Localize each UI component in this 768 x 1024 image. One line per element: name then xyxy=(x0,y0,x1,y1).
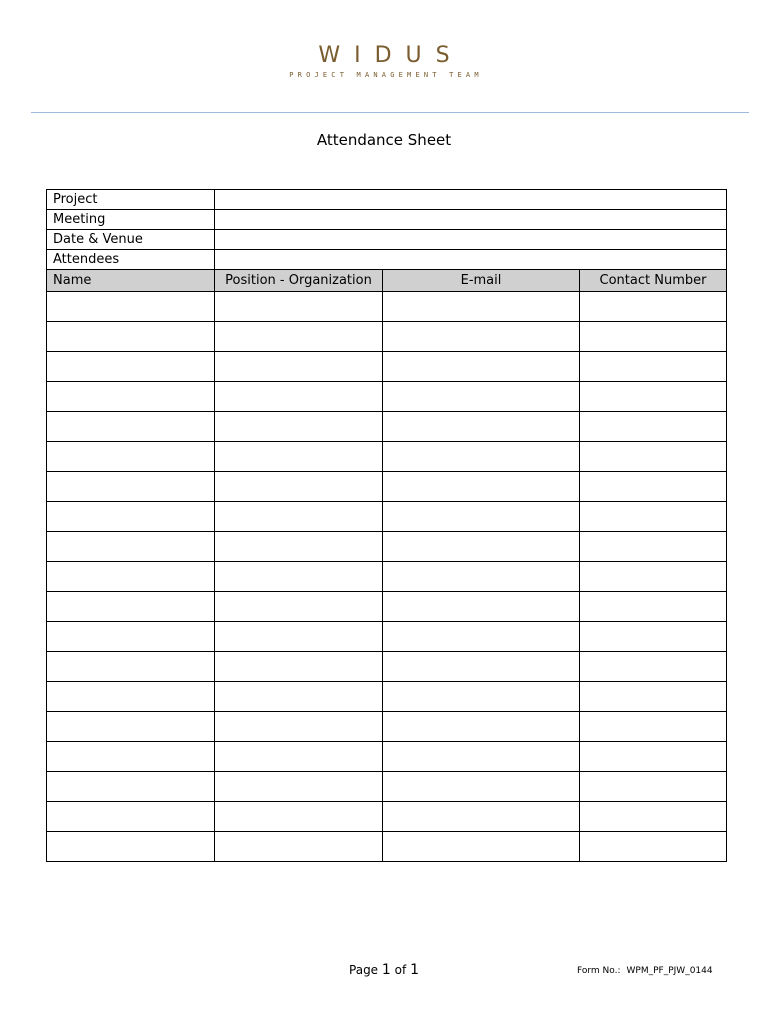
table-cell[interactable] xyxy=(47,532,215,562)
table-cell[interactable] xyxy=(47,322,215,352)
table-cell[interactable] xyxy=(47,562,215,592)
attendance-table xyxy=(46,189,727,862)
table-cell[interactable] xyxy=(215,772,383,802)
header-divider xyxy=(31,112,749,113)
logo-tagline: PROJECT MANAGEMENT TEAM xyxy=(289,71,483,79)
table-row xyxy=(47,652,727,682)
table-cell[interactable] xyxy=(580,682,727,712)
table-cell[interactable] xyxy=(215,472,383,502)
table-cell[interactable] xyxy=(383,622,580,652)
info-label: Meeting xyxy=(47,210,215,230)
table-cell[interactable] xyxy=(215,622,383,652)
table-cell[interactable] xyxy=(580,472,727,502)
info-value[interactable] xyxy=(215,210,727,230)
table-cell[interactable] xyxy=(215,742,383,772)
info-value[interactable] xyxy=(215,230,727,250)
table-cell[interactable] xyxy=(215,352,383,382)
table-row xyxy=(47,712,727,742)
table-cell[interactable] xyxy=(580,292,727,322)
table-cell[interactable] xyxy=(383,802,580,832)
table-row xyxy=(47,502,727,532)
page-prefix: Page xyxy=(349,963,379,977)
table-cell[interactable] xyxy=(383,532,580,562)
table-cell[interactable] xyxy=(215,442,383,472)
table-cell[interactable] xyxy=(580,502,727,532)
table-cell[interactable] xyxy=(215,532,383,562)
table-cell[interactable] xyxy=(383,712,580,742)
table-cell[interactable] xyxy=(47,832,215,862)
table-cell[interactable] xyxy=(383,472,580,502)
table-cell[interactable] xyxy=(47,622,215,652)
table-cell[interactable] xyxy=(215,592,383,622)
table-cell[interactable] xyxy=(383,292,580,322)
table-row xyxy=(47,352,727,382)
table-cell[interactable] xyxy=(580,442,727,472)
table-cell[interactable] xyxy=(47,652,215,682)
table-cell[interactable] xyxy=(383,442,580,472)
table-cell[interactable] xyxy=(47,442,215,472)
table-cell[interactable] xyxy=(47,802,215,832)
table-cell[interactable] xyxy=(47,772,215,802)
table-cell[interactable] xyxy=(47,592,215,622)
table-cell[interactable] xyxy=(383,412,580,442)
table-row xyxy=(47,442,727,472)
table-row xyxy=(47,562,727,592)
table-cell[interactable] xyxy=(383,352,580,382)
table-cell[interactable] xyxy=(383,742,580,772)
table-cell[interactable] xyxy=(383,502,580,532)
column-header-email: E-mail xyxy=(383,270,580,292)
info-row-date-venue xyxy=(47,230,727,250)
table-cell[interactable] xyxy=(580,652,727,682)
table-cell[interactable] xyxy=(383,682,580,712)
table-cell[interactable] xyxy=(215,322,383,352)
table-cell[interactable] xyxy=(215,682,383,712)
table-cell[interactable] xyxy=(215,382,383,412)
table-cell[interactable] xyxy=(580,412,727,442)
table-cell[interactable] xyxy=(47,682,215,712)
table-row xyxy=(47,682,727,712)
table-cell[interactable] xyxy=(580,742,727,772)
table-cell[interactable] xyxy=(580,712,727,742)
table-row xyxy=(47,592,727,622)
table-row xyxy=(47,772,727,802)
logo-name: WIDUS xyxy=(318,43,464,68)
table-row xyxy=(47,622,727,652)
table-cell[interactable] xyxy=(47,412,215,442)
column-header-position: Position - Organization xyxy=(215,270,383,292)
info-row-project xyxy=(47,190,727,210)
table-cell[interactable] xyxy=(383,772,580,802)
table-cell[interactable] xyxy=(47,502,215,532)
table-cell[interactable] xyxy=(215,652,383,682)
table-cell[interactable] xyxy=(580,772,727,802)
table-row xyxy=(47,742,727,772)
table-cell[interactable] xyxy=(47,352,215,382)
table-cell[interactable] xyxy=(383,322,580,352)
company-logo xyxy=(0,42,768,79)
table-cell[interactable] xyxy=(580,532,727,562)
table-cell[interactable] xyxy=(215,802,383,832)
info-label: Attendees xyxy=(47,250,215,270)
info-row-attendees xyxy=(47,250,727,270)
table-cell[interactable] xyxy=(580,382,727,412)
table-row xyxy=(47,832,727,862)
info-label: Date & Venue xyxy=(47,230,215,250)
document-title: Attendance Sheet xyxy=(316,131,452,149)
page-of: of xyxy=(394,963,407,977)
table-row xyxy=(47,532,727,562)
table-cell[interactable] xyxy=(215,412,383,442)
table-row xyxy=(47,412,727,442)
info-row-meeting xyxy=(47,210,727,230)
table-cell[interactable] xyxy=(580,352,727,382)
form-code: WPM_PF_PJW_0144 xyxy=(626,966,713,976)
table-cell[interactable] xyxy=(215,292,383,322)
column-header-row xyxy=(47,270,727,292)
table-cell[interactable] xyxy=(47,292,215,322)
table-row xyxy=(47,802,727,832)
table-row xyxy=(47,322,727,352)
table-cell[interactable] xyxy=(580,802,727,832)
table-cell[interactable] xyxy=(580,592,727,622)
page-current: 1 xyxy=(381,962,391,978)
table-cell[interactable] xyxy=(580,832,727,862)
table-cell[interactable] xyxy=(580,562,727,592)
table-cell[interactable] xyxy=(47,742,215,772)
info-value[interactable] xyxy=(215,250,727,270)
table-cell[interactable] xyxy=(383,832,580,862)
table-cell[interactable] xyxy=(580,622,727,652)
table-row xyxy=(47,292,727,322)
table-cell[interactable] xyxy=(383,382,580,412)
info-value[interactable] xyxy=(215,190,727,210)
table-cell[interactable] xyxy=(215,562,383,592)
table-cell[interactable] xyxy=(383,592,580,622)
table-cell[interactable] xyxy=(47,472,215,502)
form-label: Form No.: xyxy=(577,966,621,976)
info-label: Project xyxy=(47,190,215,210)
column-header-name: Name xyxy=(47,270,215,292)
table-row xyxy=(47,472,727,502)
table-cell[interactable] xyxy=(580,322,727,352)
table-cell[interactable] xyxy=(47,382,215,412)
table-cell[interactable] xyxy=(47,712,215,742)
table-cell[interactable] xyxy=(215,832,383,862)
table-cell[interactable] xyxy=(215,712,383,742)
column-header-contact: Contact Number xyxy=(580,270,727,292)
table-row xyxy=(47,382,727,412)
form-number xyxy=(577,966,713,976)
table-cell[interactable] xyxy=(383,652,580,682)
table-cell[interactable] xyxy=(383,562,580,592)
table-cell[interactable] xyxy=(215,502,383,532)
page-total: 1 xyxy=(410,962,419,978)
